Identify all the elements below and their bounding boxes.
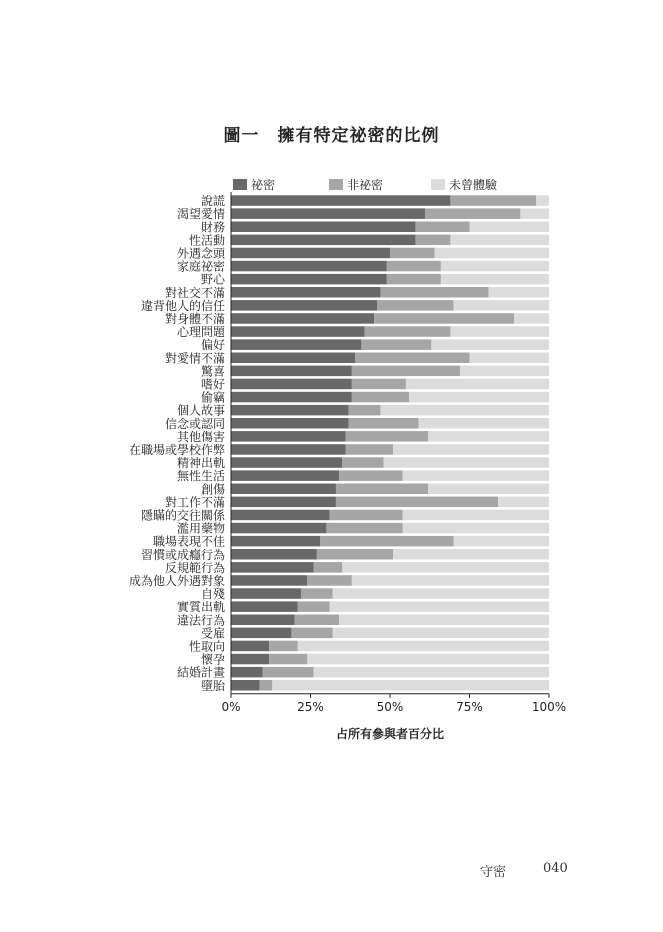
category-label: 自殘 xyxy=(200,587,225,602)
bar-segment-never xyxy=(307,654,549,665)
category-label: 成為他人外遇對象 xyxy=(128,573,225,588)
bar-segment-nonsecret xyxy=(349,405,381,416)
bar-segment-never xyxy=(514,313,549,324)
bar-segment-never xyxy=(431,339,549,350)
category-label: 驚喜 xyxy=(200,364,225,379)
bar-segment-nonsecret xyxy=(387,274,441,285)
bar-segment-nonsecret xyxy=(355,353,469,364)
x-tick-label: 100% xyxy=(531,699,567,714)
bar-segment-nonsecret xyxy=(390,248,435,259)
bar-segment-secret xyxy=(231,392,352,403)
bar-segment-never xyxy=(460,366,549,377)
category-label: 創傷 xyxy=(200,482,225,497)
category-label: 對社交不滿 xyxy=(164,285,225,300)
bar-segment-nonsecret xyxy=(336,484,428,495)
bar-segment-nonsecret xyxy=(352,379,406,390)
bar-segment-never xyxy=(428,431,549,442)
bar-segment-secret xyxy=(231,222,415,233)
legend-label-never: 未曾體驗 xyxy=(449,178,498,192)
bar-segment-secret xyxy=(231,248,390,259)
bar-segment-nonsecret xyxy=(377,300,453,311)
bar-segment-secret xyxy=(231,562,314,573)
category-label: 偏好 xyxy=(200,338,225,353)
bar-segment-secret xyxy=(231,470,339,481)
category-label: 精神出軌 xyxy=(176,456,225,471)
category-label: 嗜好 xyxy=(200,377,225,392)
bar-segment-nonsecret xyxy=(269,654,307,665)
category-label: 渴望愛情 xyxy=(176,207,225,222)
bar-segment-secret xyxy=(231,274,387,285)
bar-segment-never xyxy=(380,405,549,416)
bar-segment-secret xyxy=(231,588,301,599)
category-label: 對工作不滿 xyxy=(164,495,225,510)
bar-segment-nonsecret xyxy=(260,680,273,691)
category-label: 實質出軌 xyxy=(176,600,225,615)
category-label: 職場表現不佳 xyxy=(152,534,225,549)
bar-segment-nonsecret xyxy=(374,313,514,324)
bar-segment-never xyxy=(441,274,549,285)
category-label: 性取向 xyxy=(188,639,225,654)
bar-segment-never xyxy=(342,562,549,573)
category-label: 受雇 xyxy=(200,626,225,641)
bar-segment-nonsecret xyxy=(352,392,409,403)
bar-segment-never xyxy=(450,235,549,246)
bar-segment-nonsecret xyxy=(326,523,402,534)
footer-book-title: 守密 xyxy=(480,865,507,880)
bar-segment-never xyxy=(428,484,549,495)
bar-segment-secret xyxy=(231,313,374,324)
x-tick-label: 75% xyxy=(456,699,483,714)
bar-segment-never xyxy=(393,549,549,560)
bar-segment-secret xyxy=(231,353,355,364)
x-tick-label: 0% xyxy=(221,699,241,714)
category-label: 違背他人的信任 xyxy=(140,298,225,313)
bar-segment-nonsecret xyxy=(291,628,332,639)
bar-segment-secret xyxy=(231,536,320,547)
bar-segment-secret xyxy=(231,287,380,298)
bar-segment-never xyxy=(333,628,549,639)
bar-segment-secret xyxy=(231,667,263,678)
category-label: 違法行為 xyxy=(176,613,225,628)
bar-segment-secret xyxy=(231,431,345,442)
bar-segment-nonsecret xyxy=(415,235,450,246)
bar-segment-secret xyxy=(231,549,317,560)
bar-segment-nonsecret xyxy=(342,457,383,468)
category-label: 個人故事 xyxy=(176,403,225,418)
bar-segment-secret xyxy=(231,261,387,272)
category-label: 家庭祕密 xyxy=(176,259,225,274)
bar-segment-nonsecret xyxy=(336,497,498,508)
bar-segment-nonsecret xyxy=(314,562,343,573)
footer-page-number: 040 xyxy=(543,861,568,876)
bar-segment-secret xyxy=(231,300,377,311)
bar-segment-never xyxy=(419,418,549,429)
x-tick-label: 25% xyxy=(297,699,324,714)
bar-segment-never xyxy=(403,510,549,521)
category-label: 其他傷害 xyxy=(176,429,225,444)
category-label: 信念或認同 xyxy=(164,416,225,431)
bar-segment-nonsecret xyxy=(380,287,488,298)
bar-segment-never xyxy=(403,523,549,534)
bar-segment-nonsecret xyxy=(349,418,419,429)
bar-segment-secret xyxy=(231,497,336,508)
bar-segment-nonsecret xyxy=(339,470,403,481)
bar-segment-never xyxy=(470,222,550,233)
bar-segment-never xyxy=(403,470,549,481)
category-label: 濫用藥物 xyxy=(176,521,225,536)
bar-segment-nonsecret xyxy=(450,195,536,206)
category-label: 反規範行為 xyxy=(164,560,225,575)
category-label: 墮胎 xyxy=(200,678,225,693)
bar-segment-secret xyxy=(231,523,326,534)
category-label: 偷竊 xyxy=(200,390,225,405)
bar-segment-nonsecret xyxy=(263,667,314,678)
bar-segment-nonsecret xyxy=(352,366,460,377)
category-label: 對身體不滿 xyxy=(164,311,225,326)
category-label: 性活動 xyxy=(188,233,225,248)
bar-segment-secret xyxy=(231,366,352,377)
bar-segment-nonsecret xyxy=(361,339,431,350)
category-label: 結婚計畫 xyxy=(176,665,225,680)
bar-segment-never xyxy=(498,497,549,508)
bar-segment-nonsecret xyxy=(295,615,340,626)
bar-segment-nonsecret xyxy=(317,549,393,560)
bar-segment-secret xyxy=(231,326,365,337)
bar-segment-nonsecret xyxy=(298,601,330,612)
bar-segment-secret xyxy=(231,628,291,639)
bar-segment-never xyxy=(333,588,549,599)
bar-segment-never xyxy=(352,575,549,586)
bar-segment-never xyxy=(450,326,549,337)
bar-segment-secret xyxy=(231,484,336,495)
category-label: 懷孕 xyxy=(200,652,225,667)
category-label: 無性生活 xyxy=(176,469,225,484)
legend-label-secret: 祕密 xyxy=(251,178,276,192)
category-label: 外遇念頭 xyxy=(176,246,225,261)
bar-segment-never xyxy=(435,248,549,259)
bar-segment-nonsecret xyxy=(307,575,352,586)
bar-segment-never xyxy=(489,287,549,298)
bar-segment-never xyxy=(454,300,549,311)
bar-segment-never xyxy=(314,667,549,678)
category-label: 在職場或學校作弊 xyxy=(128,442,225,457)
category-label: 野心 xyxy=(200,272,225,287)
category-label: 說謊 xyxy=(200,194,225,209)
bar-segment-never xyxy=(384,457,549,468)
bar-segment-secret xyxy=(231,641,269,652)
bar-segment-secret xyxy=(231,615,295,626)
bar-segment-nonsecret xyxy=(269,641,298,652)
bar-segment-secret xyxy=(231,680,260,691)
category-label: 對愛情不滿 xyxy=(164,351,225,366)
bar-segment-secret xyxy=(231,654,269,665)
bar-segment-never xyxy=(409,392,549,403)
category-label: 財務 xyxy=(200,220,225,235)
bar-segment-secret xyxy=(231,444,345,455)
bar-segment-secret xyxy=(231,379,352,390)
bar-segment-secret xyxy=(231,195,450,206)
category-label: 習慣或成癮行為 xyxy=(140,547,225,562)
bar-segment-secret xyxy=(231,235,415,246)
legend-label-nonsecret: 非祕密 xyxy=(347,178,384,192)
bar-segment-never xyxy=(393,444,549,455)
category-label: 心理問題 xyxy=(176,325,225,340)
bar-segment-nonsecret xyxy=(320,536,454,547)
bar-segment-secret xyxy=(231,405,349,416)
bar-segment-never xyxy=(339,615,549,626)
chart-title: 圖一 擁有特定祕密的比例 xyxy=(223,126,440,146)
bar-segment-nonsecret xyxy=(301,588,333,599)
bar-segment-secret xyxy=(231,601,298,612)
bar-segment-secret xyxy=(231,418,349,429)
bar-segment-nonsecret xyxy=(345,444,393,455)
category-label: 隱瞞的交往關係 xyxy=(140,508,225,523)
bar-segment-secret xyxy=(231,208,425,219)
bar-segment-secret xyxy=(231,575,307,586)
bar-segment-never xyxy=(330,601,549,612)
bar-segment-nonsecret xyxy=(425,208,520,219)
bar-segment-nonsecret xyxy=(415,222,469,233)
bar-segment-never xyxy=(520,208,549,219)
bar-segment-secret xyxy=(231,457,342,468)
x-axis-label: 占所有參與者百分比 xyxy=(335,726,445,741)
x-tick-label: 50% xyxy=(376,699,404,714)
bar-segment-never xyxy=(454,536,549,547)
bar-segment-never xyxy=(406,379,549,390)
bar-segment-nonsecret xyxy=(345,431,428,442)
bar-segment-nonsecret xyxy=(387,261,441,272)
bar-segment-nonsecret xyxy=(365,326,451,337)
bar-segment-never xyxy=(298,641,549,652)
bar-segment-never xyxy=(470,353,550,364)
bar-segment-never xyxy=(272,680,549,691)
bar-segment-nonsecret xyxy=(330,510,403,521)
bar-segment-secret xyxy=(231,339,361,350)
bar-segment-secret xyxy=(231,510,330,521)
bar-segment-never xyxy=(441,261,549,272)
bar-segment-never xyxy=(536,195,549,206)
